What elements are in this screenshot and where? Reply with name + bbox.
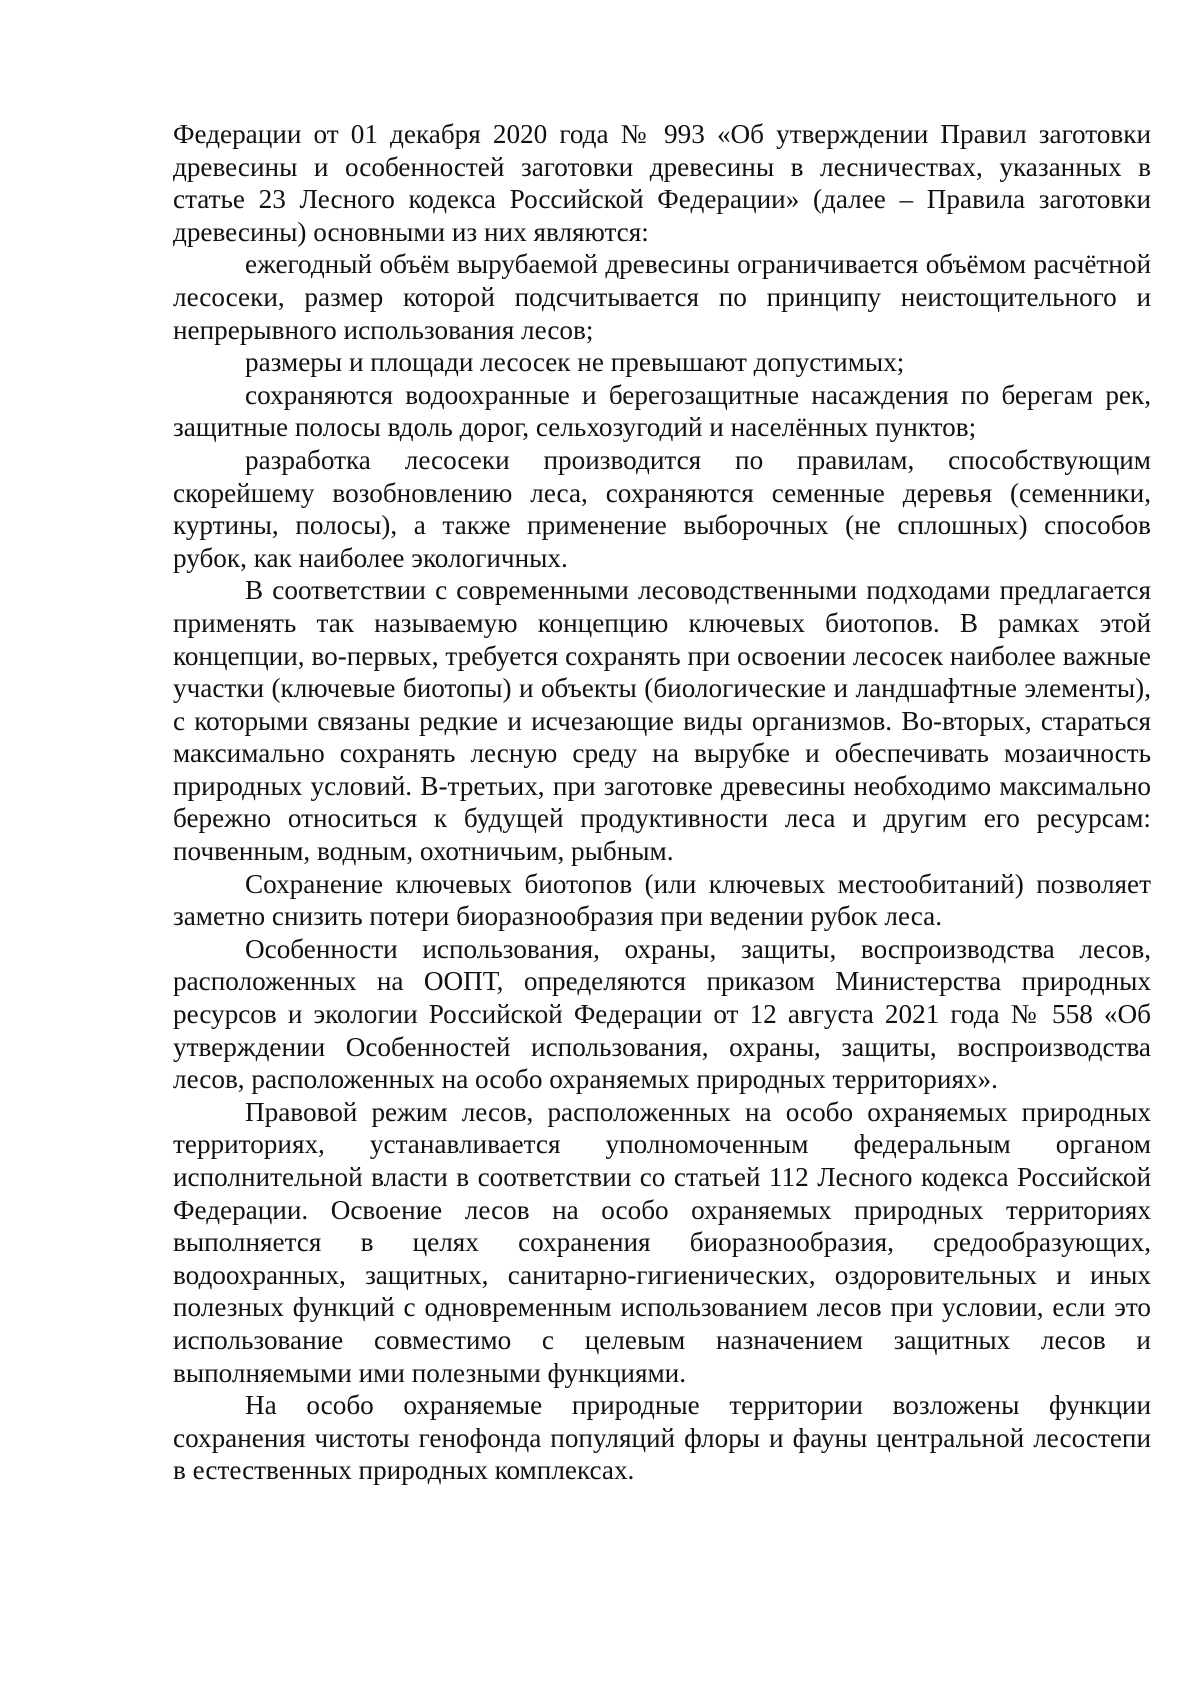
paragraph-continuation: Федерации от 01 декабря 2020 года № 993 «Об утверждении Правил заготовки древесины и особенностей заготовки древесины в лесничествах, указанных в статье 23 Лесного кодекса Российской Федерации» (далее – Правила заготовки древесины) основными из них являются: xyxy=(173,119,1151,247)
paragraph-cutting-rules: разработка лесосеки производится по правилам, способствующим скорейшему возобновлению леса, сохраняются семенные деревья (семенники, куртины, полосы), а также применение выборочных (не сплошных) способов рубок, как наиболее экологичных. xyxy=(173,444,1151,573)
paragraph-cutting-area-size: размеры и площади лесосек не превышают допустимых; xyxy=(245,347,905,378)
paragraph-oopt-features: Особенности использования, охраны, защиты, воспроизводства лесов, расположенных на ООПТ, определяются приказом Министерства природных ресурсов и экологии Российской Федерации от 12 августа 2021 года № 558 «Об утверждении Особенностей использования, охраны, защиты, воспроизводства лесов, расположенных на особо охраняемых природных территориях». xyxy=(173,933,1151,1095)
paragraph-water-protection: сохраняются водоохранные и берегозащитные насаждения по берегам рек, защитные полосы вдоль дорог, сельхозугодий и населённых пунктов; xyxy=(173,379,1151,443)
paragraph-key-biotopes-concept: В соответствии с современными лесоводственными подходами предлагается применять так называемую концепцию ключевых биотопов. В рамках этой концепции, во-первых, требуется сохранять при освоении лесосек наиболее важные участки (ключевые биотопы) и объекты (биологические и ландшафтные элементы), с которыми связаны редкие и исчезающие виды организмов. Во-вторых, стараться максимально сохранять лесную среду на вырубке и обеспечивать мозаичность природных условий. В-третьих, при заготовке древесины необходимо максимально бережно относиться к будущей продуктивности леса и другим его ресурсам: почвенным, водным, охотничьим, рыбным. xyxy=(173,575,1151,867)
paragraph-key-biotopes-preservation: Сохранение ключевых биотопов (или ключевых местообитаний) позволяет заметно снизить потери биоразнообразия при ведении рубок леса. xyxy=(173,868,1151,932)
paragraph-protected-territories: На особо охраняемые природные территории возложены функции сохранения чистоты генофонда популяций флоры и фауны центральной лесостепи в естественных природных комплексах. xyxy=(173,1390,1151,1486)
paragraph-legal-regime: Правовой режим лесов, расположенных на особо охраняемых природных территориях, устанавливается уполномоченным федеральным органом исполнительной власти в соответствии со статьей 112 Лесного кодекса Российской Федерации. Освоение лесов на особо охраняемых природных территориях выполняется в целях сохранения биоразнообразия, средообразующих, водоохранных, защитных, санитарно-гигиенических, оздоровительных и иных полезных функций с одновременным использованием лесов при условии, если это использование совместимо с целевым назначением защитных лесов и выполняемыми ими полезными функциями. xyxy=(173,1096,1151,1388)
paragraph-annual-volume: ежегодный объём вырубаемой древесины ограничивается объёмом расчётной лесосеки, размер которой подсчитывается по принципу неистощительного и непрерывного использования лесов; xyxy=(173,249,1151,345)
document-body xyxy=(173,118,1151,1487)
